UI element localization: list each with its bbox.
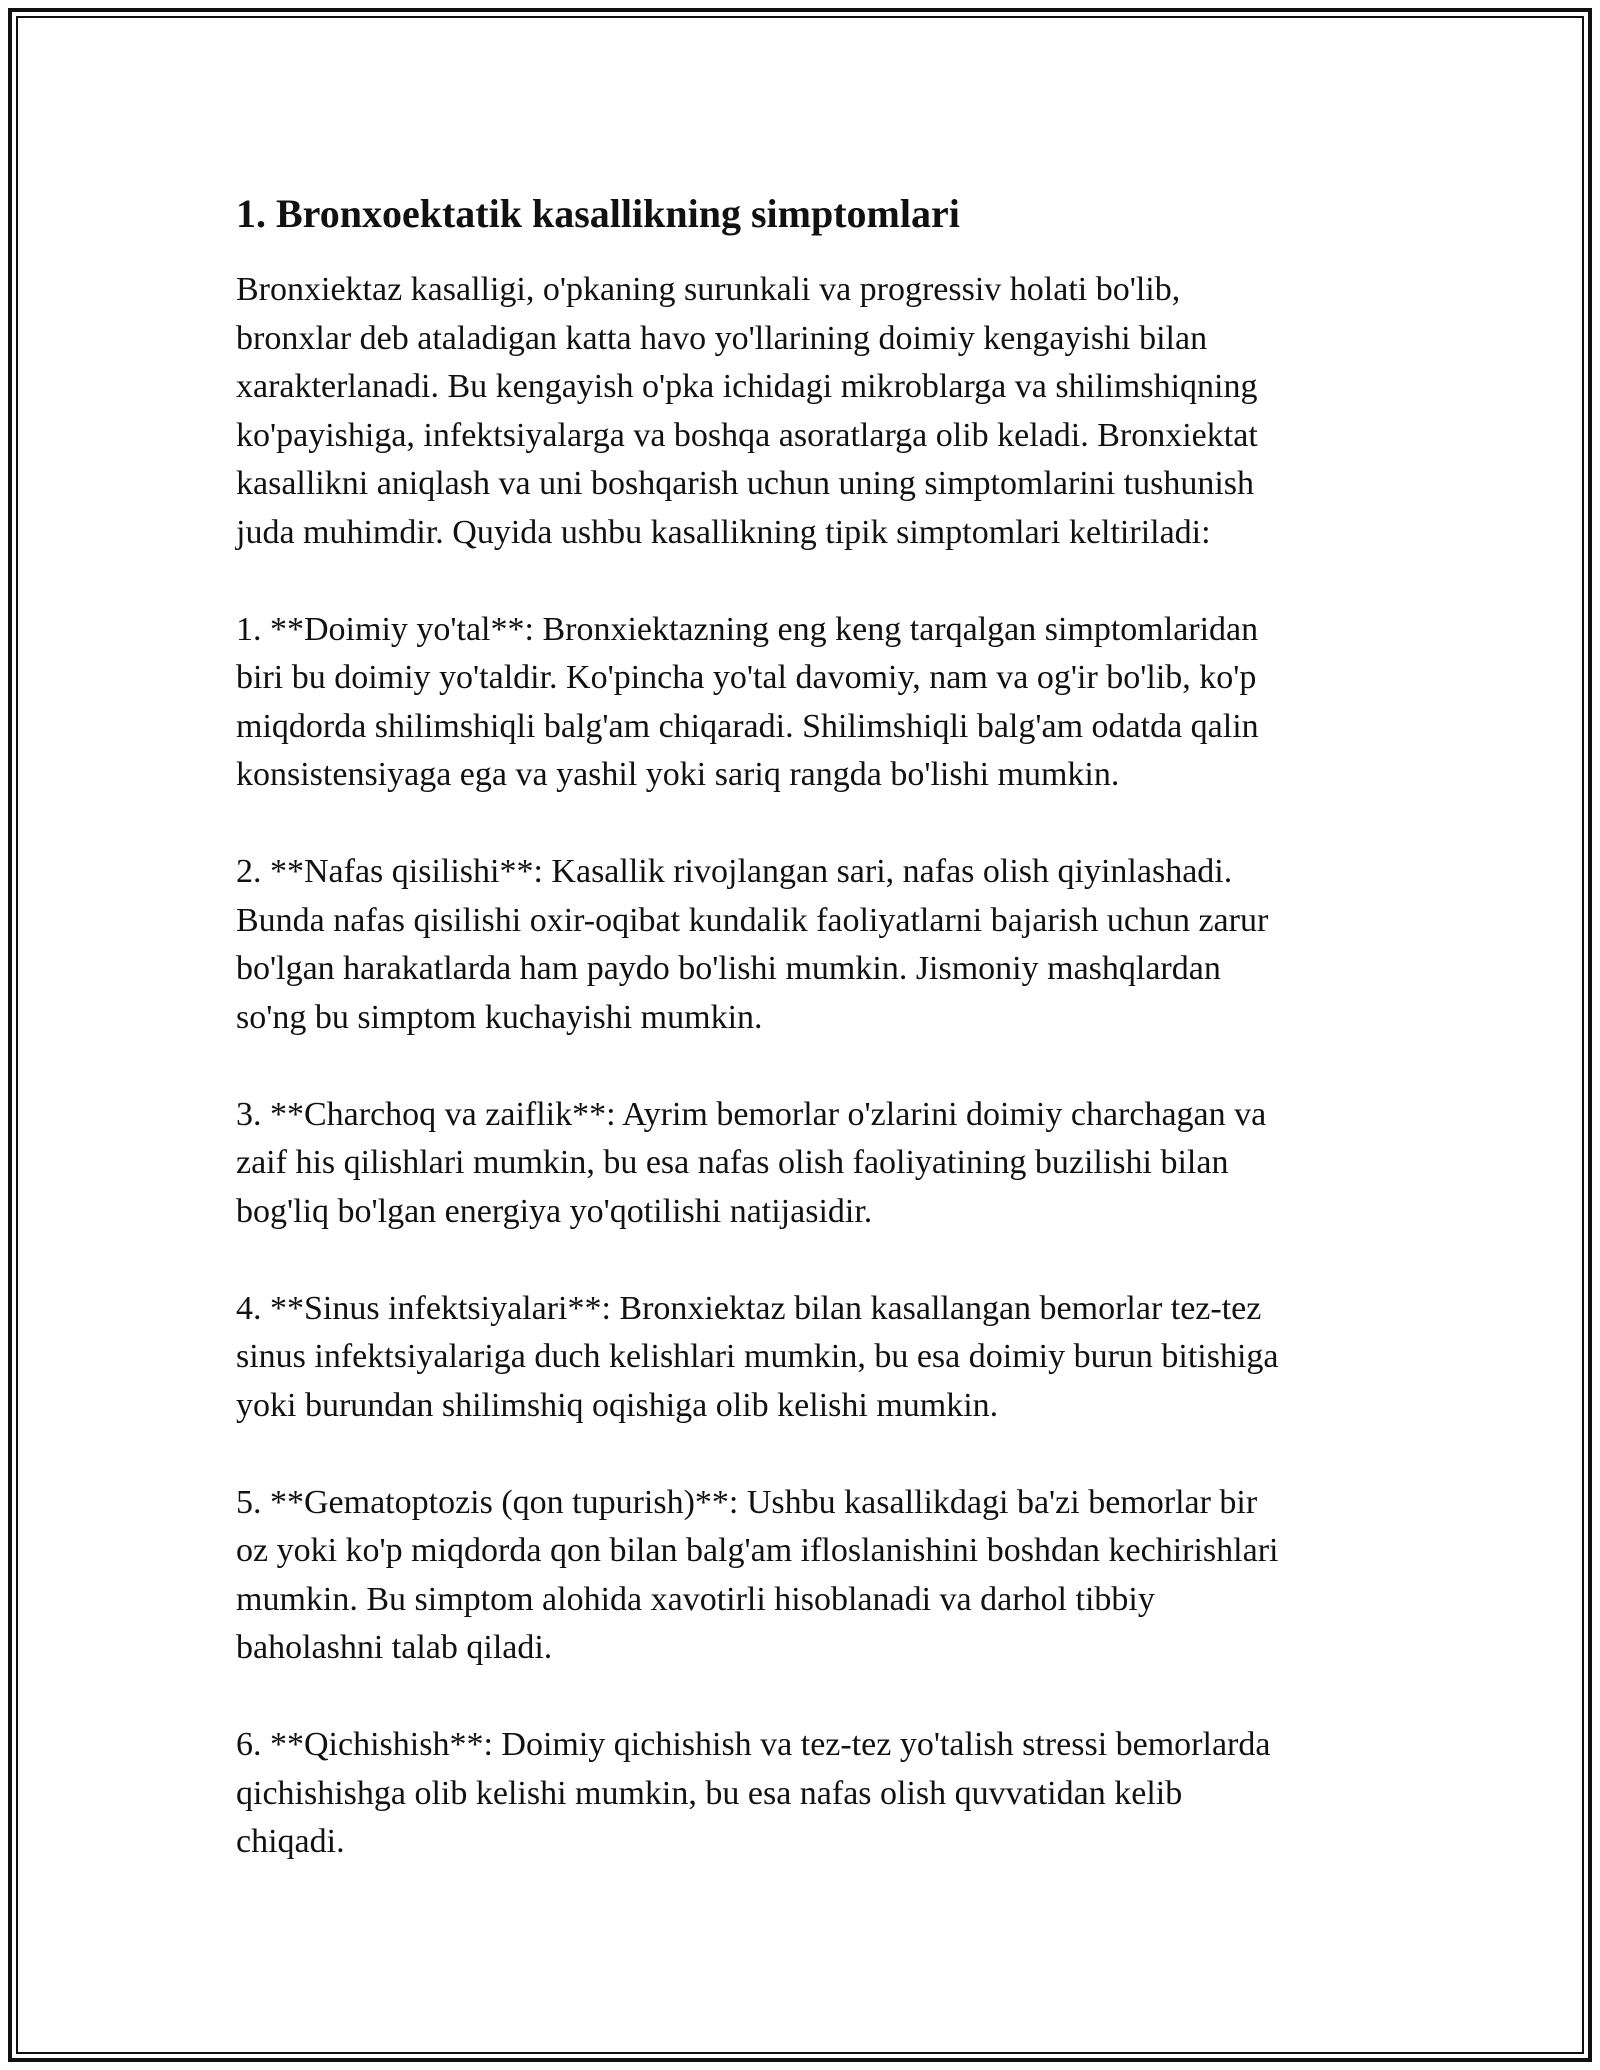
symptom-item-1: 1. **Doimiy yo'tal**: Bronxiektazning eng keng tarqalgan simptomlaridan biri bu doimiy yo'taldir. Ko'pincha yo'tal davomiy, nam va og'ir bo'lib, ko'p miqdorda shilimshiqli balg'am chiqaradi. Shilimshiqli balg'am odatda qalin konsistensiyaga ega va yashil yoki sariq rangda bo'lishi mumkin. xyxy=(236,610,1259,793)
document-body xyxy=(236,188,1376,1867)
symptom-item-5: 5. **Gematoptozis (qon tupurish)**: Ushbu kasallikdagi ba'zi bemorlar bir oz yoki ko'p miqdorda qon bilan balg'am ifloslanishini boshdan kechirishlari mumkin. Bu simptom alohida xavotirli hisoblanadi va darhol tibbiy baholashni talab qiladi. xyxy=(236,1483,1279,1666)
section-title: 1. Bronxoektatik kasallikning simptomlari xyxy=(236,191,960,236)
symptom-item-4: 4. **Sinus infektsiyalari**: Bronxiektaz bilan kasallangan bemorlar tez-tez sinus infektsiyalariga duch kelishlari mumkin, bu esa doimiy burun bitishiga yoki burundan shilimshiq oqishiga olib kelishi mumkin. xyxy=(236,1289,1279,1424)
symptom-item-3: 3. **Charchoq va zaiflik**: Ayrim bemorlar o'zlarini doimiy charchagan va zaif his qilishlari mumkin, bu esa nafas olish faoliyatining buzilishi bilan bog'liq bo'lgan energiya yo'qotilishi natijasidir. xyxy=(236,1095,1267,1230)
symptom-item-6: 6. **Qichishish**: Doimiy qichishish va tez-tez yo'talish stressi bemorlarda qichishishga olib kelishi mumkin, bu esa nafas olish quvvatidan kelib chiqadi. xyxy=(236,1726,1271,1860)
symptom-item-2: 2. **Nafas qisilishi**: Kasallik rivojlangan sari, nafas olish qiyinlashadi. Bunda nafas qisilishi oxir-oqibat kundalik faoliyatlarni bajarish uchun zarur bo'lgan harakatlarda ham paydo bo'lishi mumkin. Jismoniy mashqlardan so'ng bu simptom kuchayishi mumkin. xyxy=(236,853,1269,1036)
intro-paragraph: Bronxiektaz kasalligi, o'pkaning surunkali va progressiv holati bo'lib, bronxlar deb ataladigan katta havo yo'llarining doimiy kengayishi bilan xarakterlanadi. Bu kengayish o'pka ichidagi mikroblarga va shilimshiqning ko'payishiga, infektsiyalarga va boshqa asoratlarga olib keladi. Bronxiektat kasallikni aniqlash va uni boshqarish uchun uning simptomlarini tushunish juda muhimdir. Quyida ushbu kasallikning tipik simptomlari keltiriladi: xyxy=(236,271,1258,551)
